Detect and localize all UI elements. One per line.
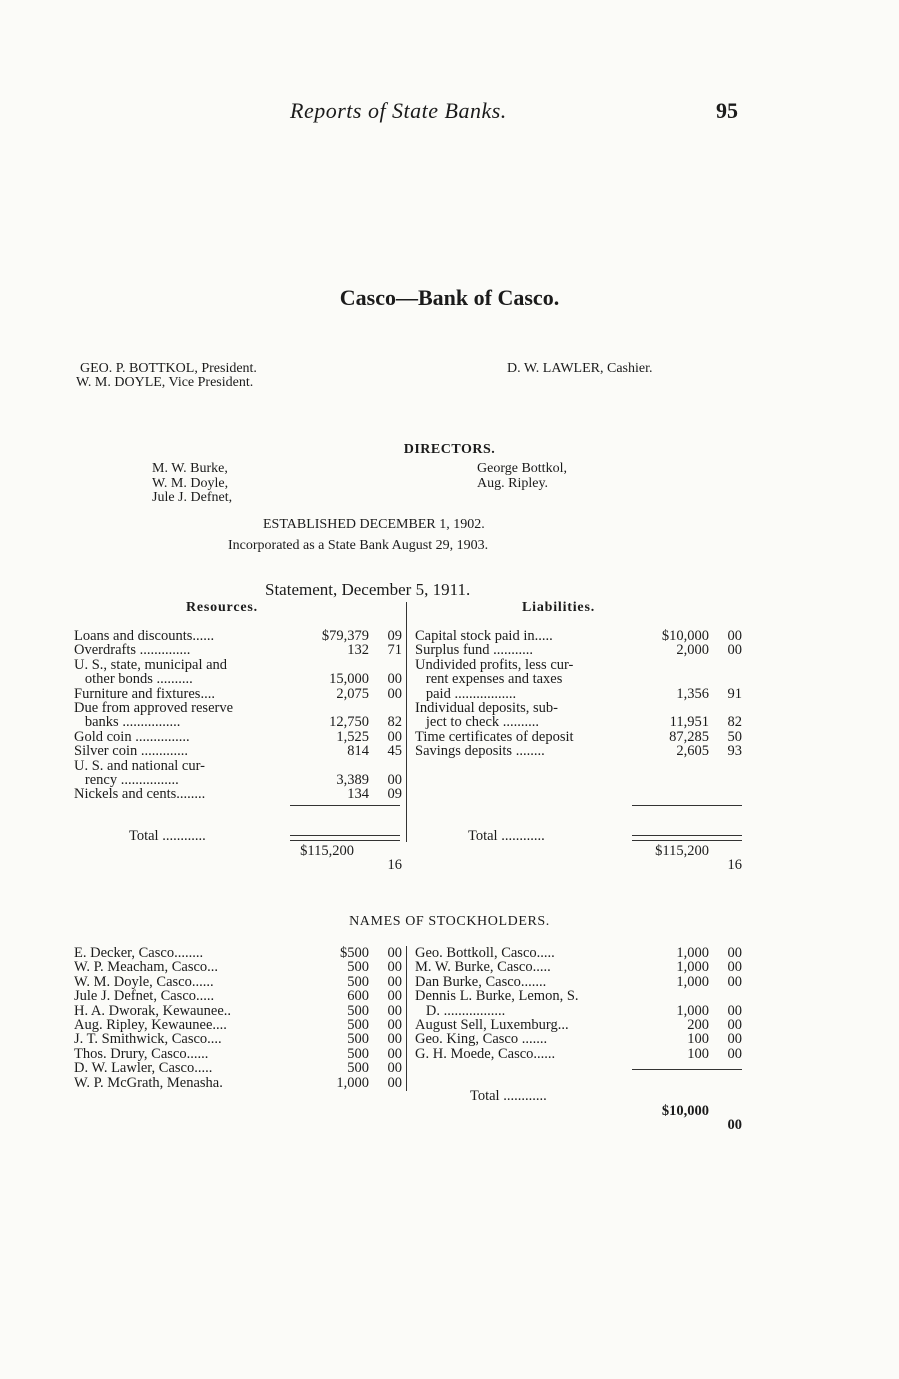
stockholder-right-cents: 00 [727, 1002, 742, 1019]
liability-dollars: 2,605 [676, 743, 709, 760]
resource-row [74, 715, 402, 729]
stockholder-left-label: Aug. Ripley, Kewaunee.... [74, 1016, 227, 1033]
resources-total [74, 815, 402, 874]
resources-double-rule [290, 835, 400, 841]
stockholder-left-label: W. P. McGrath, Menasha. [74, 1074, 223, 1091]
cashier-line: D. W. LAWLER, Cashier. [507, 361, 653, 376]
liability-dollars: $10,000 [661, 628, 709, 644]
stockholder-left-cents: 00 [387, 1074, 402, 1091]
liabilities-double-rule [632, 835, 742, 841]
page-number: 95 [716, 98, 738, 123]
running-header-title: Reports of State Banks. [290, 98, 507, 123]
statement-divider [406, 602, 407, 842]
liabilities-total-label: Total ............ [468, 828, 545, 845]
resource-row [74, 744, 402, 758]
bank-title: Casco—Bank of Casco. [339, 285, 560, 310]
liability-cents: 93 [727, 743, 742, 760]
resources-total-dollars: $115,200 [300, 842, 354, 859]
resource-label: Loans and discounts...... [74, 628, 215, 644]
resource-row [74, 658, 402, 672]
stockholder-left-row [74, 1032, 402, 1046]
directors-heading: DIRECTORS. [403, 442, 496, 457]
stockholder-left-cents: 00 [387, 1045, 402, 1062]
stockholder-right-dollars: 1,000 [676, 945, 709, 961]
stockholder-left-row [74, 975, 402, 989]
resource-cents: 45 [387, 743, 402, 760]
resources-total-cents: 16 [387, 857, 402, 874]
stockholder-left-dollars: 500 [347, 1016, 369, 1033]
resource-dollars: 814 [347, 743, 369, 760]
liability-cents: 50 [727, 728, 742, 745]
resource-label: other bonds .......... [74, 671, 193, 688]
stockholder-left-row [74, 1076, 402, 1090]
resource-cents: 71 [387, 642, 402, 659]
stockholder-left-cents: 00 [387, 1060, 402, 1077]
director-left-3: Jule J. Defnet, [152, 490, 233, 505]
resource-dollars: 3,389 [336, 771, 369, 788]
liability-label: Surplus fund ........... [415, 642, 534, 659]
stockholder-right-row [415, 1004, 742, 1018]
stockholder-right-dollars: 1,000 [676, 959, 709, 976]
stockholder-left-row [74, 1018, 402, 1032]
resource-row [74, 672, 402, 686]
liability-dollars: 1,356 [676, 685, 709, 702]
liability-label: Time certificates of deposit [415, 728, 574, 745]
stockholder-left-dollars: 500 [347, 1045, 369, 1062]
stockholder-left-dollars: 1,000 [336, 1074, 369, 1091]
resource-label: Furniture and fixtures.... [74, 685, 215, 702]
stockholder-left-cents: 00 [387, 959, 402, 976]
liability-row [415, 744, 742, 758]
stockholder-left-cents: 00 [387, 945, 402, 961]
stockholder-right-label: August Sell, Luxemburg... [415, 1016, 569, 1033]
liability-label: Capital stock paid in..... [415, 628, 553, 644]
stockholder-left-row [74, 1061, 402, 1075]
resource-dollars: 15,000 [329, 671, 369, 688]
resource-dollars: 12,750 [329, 714, 369, 731]
stockholder-left-label: W. P. Meacham, Casco... [74, 959, 219, 976]
director-right-2: Aug. Ripley. [477, 476, 549, 491]
liability-row [415, 658, 742, 672]
resources-heading: Resources. [186, 600, 258, 615]
liability-label: paid ................. [415, 685, 517, 702]
director-left-2: W. M. Doyle, [152, 476, 229, 491]
stockholder-left-row [74, 960, 402, 974]
resource-label: U. S. and national cur- [74, 757, 205, 774]
stockholder-right-label: Geo. King, Casco ....... [415, 1031, 548, 1048]
stockholder-right-row [415, 975, 742, 989]
vice-president-line: W. M. DOYLE, Vice President. [76, 375, 254, 390]
liability-cents: 82 [727, 714, 742, 731]
director-left-1: M. W. Burke, [152, 461, 228, 476]
liability-cents: 00 [727, 642, 742, 659]
resource-label: banks ................ [74, 714, 181, 731]
liability-row [415, 730, 742, 744]
stockholders-total-cents: 00 [727, 1117, 742, 1134]
resource-dollars: 132 [347, 642, 369, 659]
stockholder-right-label: Dan Burke, Casco....... [415, 973, 547, 990]
resource-cents: 00 [387, 771, 402, 788]
liability-cents: 00 [727, 628, 742, 644]
stockholder-left-label: H. A. Dworak, Kewaunee.. [74, 1002, 232, 1019]
stockholder-right-label: Geo. Bottkoll, Casco..... [415, 945, 555, 961]
stockholder-left-label: J. T. Smithwick, Casco.... [74, 1031, 222, 1048]
stockholder-left-label: Jule J. Defnet, Casco..... [74, 988, 215, 1005]
stockholder-right-dollars: 100 [687, 1031, 709, 1048]
resource-cents: 00 [387, 728, 402, 745]
resource-dollars: 2,075 [336, 685, 369, 702]
resource-label: Overdrafts .............. [74, 642, 191, 659]
president-line: GEO. P. BOTTKOL, President. [80, 361, 257, 376]
stockholder-left-dollars: 500 [347, 1031, 369, 1048]
stockholder-left-cents: 00 [387, 1031, 402, 1048]
stockholder-right-dollars: 1,000 [676, 1002, 709, 1019]
liability-cents: 91 [727, 685, 742, 702]
stockholder-right-row [415, 989, 742, 1003]
liability-row [415, 687, 742, 701]
resource-dollars: $79,379 [321, 628, 369, 644]
liabilities-heading: Liabilities. [522, 600, 595, 615]
resource-cents: 09 [387, 628, 402, 644]
stockholder-right-label: D. ................. [415, 1002, 506, 1019]
resources-list [74, 629, 402, 802]
stockholder-right-row [415, 1018, 742, 1032]
stockholder-right-cents: 00 [727, 1045, 742, 1062]
stockholder-left-row [74, 1047, 402, 1061]
resource-label: rency ................ [74, 771, 179, 788]
stockholder-left-dollars: 500 [347, 973, 369, 990]
stockholder-right-dollars: 100 [687, 1045, 709, 1062]
liability-row [415, 629, 742, 643]
resource-row [74, 629, 402, 643]
stockholder-right-row [415, 1032, 742, 1046]
resource-cents: 09 [387, 786, 402, 803]
liability-label: Savings deposits ........ [415, 743, 545, 760]
stockholder-right-row [415, 1047, 742, 1061]
resource-label: Nickels and cents........ [74, 786, 206, 803]
resource-row [74, 787, 402, 801]
stockholder-left-cents: 00 [387, 1002, 402, 1019]
liability-row [415, 701, 742, 715]
resource-row [74, 759, 402, 773]
stockholder-right-label: G. H. Moede, Casco...... [415, 1045, 556, 1062]
stockholder-right-label: M. W. Burke, Casco..... [415, 959, 551, 976]
stockholder-right-cents: 00 [727, 1016, 742, 1033]
liability-dollars: 11,951 [669, 714, 709, 731]
stockholder-right-dollars: 1,000 [676, 973, 709, 990]
stockholder-right-label: Dennis L. Burke, Lemon, S. [415, 988, 579, 1005]
stockholder-right-dollars: 200 [687, 1016, 709, 1033]
resource-label: Gold coin ............... [74, 728, 190, 745]
stockholder-left-dollars: 600 [347, 988, 369, 1005]
resource-row [74, 730, 402, 744]
stockholder-right-cents: 00 [727, 1031, 742, 1048]
stockholders-total-dollars: $10,000 [661, 1102, 709, 1119]
stockholder-left-cents: 00 [387, 973, 402, 990]
stockholders-left-list [74, 946, 402, 1090]
resource-cents: 00 [387, 685, 402, 702]
director-right-1: George Bottkol, [477, 461, 567, 476]
resource-dollars: 134 [347, 786, 369, 803]
stockholder-left-dollars: $500 [340, 945, 369, 961]
incorporated-line: Incorporated as a State Bank August 29, 1903. [228, 538, 489, 553]
stockholders-divider [406, 946, 407, 1091]
resource-dollars: 1,525 [336, 728, 369, 745]
stockholders-heading: NAMES OF STOCKHOLDERS. [349, 914, 550, 929]
stockholder-left-label: W. M. Doyle, Casco...... [74, 973, 214, 990]
resource-row [74, 773, 402, 787]
resource-label: Silver coin ............. [74, 743, 188, 760]
stockholders-total-rule [632, 1069, 742, 1070]
stockholders-total-label: Total ............ [470, 1088, 547, 1105]
liabilities-list [415, 629, 742, 759]
resources-total-label: Total ............ [129, 828, 206, 845]
liability-dollars: 2,000 [676, 642, 709, 659]
resource-row [74, 701, 402, 715]
resource-row [74, 687, 402, 701]
stockholder-left-dollars: 500 [347, 1060, 369, 1077]
stockholder-left-dollars: 500 [347, 1002, 369, 1019]
stockholders-total [415, 1075, 742, 1134]
resource-label: Due from approved reserve [74, 699, 234, 716]
liabilities-total-rule [632, 805, 742, 806]
stockholder-left-label: D. W. Lawler, Casco..... [74, 1060, 213, 1077]
resources-total-rule [290, 805, 400, 806]
liability-row [415, 715, 742, 729]
stockholder-left-dollars: 500 [347, 959, 369, 976]
stockholder-right-cents: 00 [727, 973, 742, 990]
stockholder-left-row [74, 1004, 402, 1018]
stockholder-right-row [415, 960, 742, 974]
established-line: ESTABLISHED DECEMBER 1, 1902. [263, 517, 485, 532]
stockholders-right-list [415, 946, 742, 1061]
liabilities-total-cents: 16 [727, 857, 742, 874]
resource-row [74, 643, 402, 657]
stockholder-left-label: Thos. Drury, Casco...... [74, 1045, 209, 1062]
liability-label: Undivided profits, less cur- [415, 656, 574, 673]
stockholder-right-row [415, 946, 742, 960]
liability-row [415, 672, 742, 686]
resource-cents: 00 [387, 671, 402, 688]
stockholder-left-label: E. Decker, Casco........ [74, 945, 204, 961]
stockholder-right-cents: 00 [727, 945, 742, 961]
liability-label: ject to check .......... [415, 714, 540, 731]
liability-dollars: 87,285 [669, 728, 709, 745]
liabilities-total-dollars: $115,200 [655, 842, 709, 859]
liability-label: Individual deposits, sub- [415, 699, 558, 716]
liability-label: rent expenses and taxes [415, 671, 563, 688]
stockholder-left-row [74, 989, 402, 1003]
resource-cents: 82 [387, 714, 402, 731]
liability-row [415, 643, 742, 657]
stockholder-left-row [74, 946, 402, 960]
stockholder-right-cents: 00 [727, 959, 742, 976]
stockholder-left-cents: 00 [387, 1016, 402, 1033]
stockholder-left-cents: 00 [387, 988, 402, 1005]
resource-label: U. S., state, municipal and [74, 656, 228, 673]
statement-title: Statement, December 5, 1911. [265, 580, 471, 599]
liabilities-total [415, 815, 742, 874]
